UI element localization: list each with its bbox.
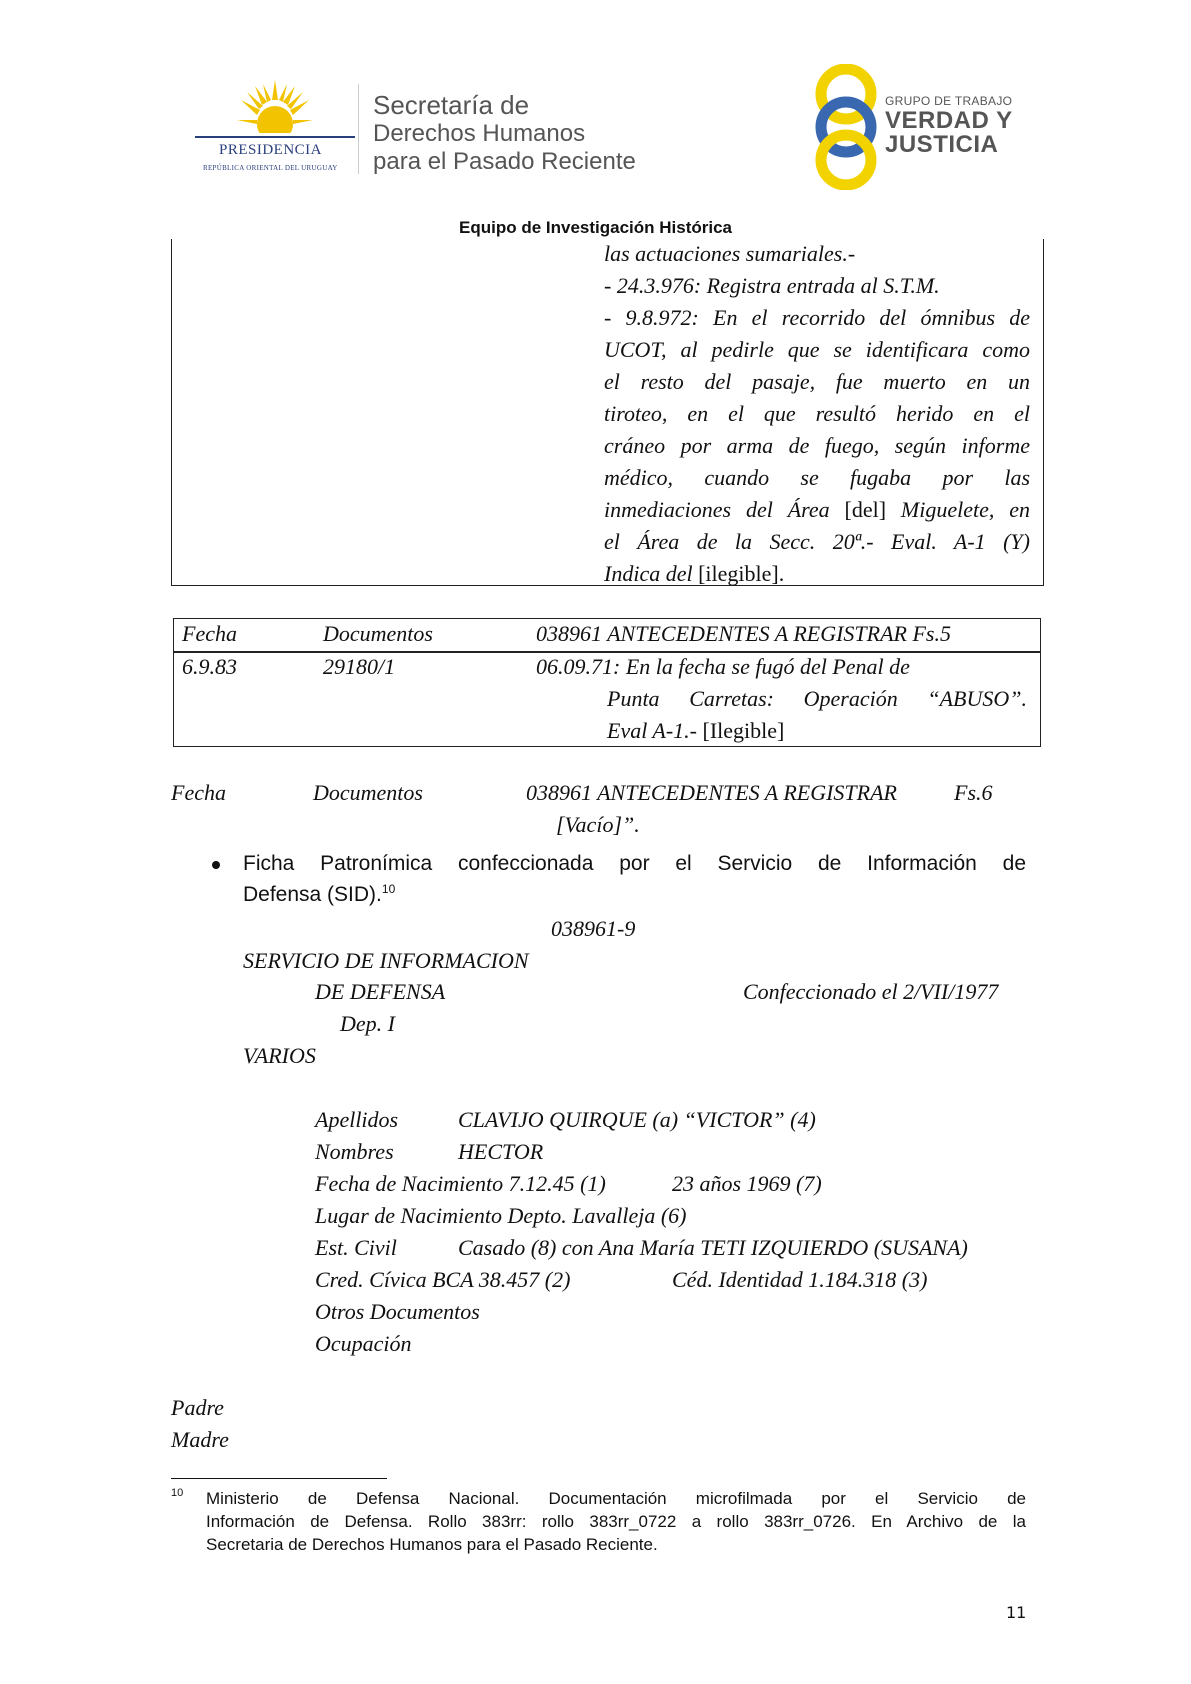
vj-line2: VERDAD Y [885,107,1013,134]
bracket-note: [del] [844,497,887,522]
ficha-otros-documentos: Otros Documentos [315,1299,480,1324]
text-line: - 9.8.972: En el recorrido del ómnibus de [604,305,1030,330]
ficha-servicio: SERVICIO DE INFORMACION [243,948,529,973]
record-box-1-text [604,238,1030,590]
presidencia-logo [195,78,355,178]
table-row [182,651,1032,747]
ficha-padre: Padre [171,1395,224,1420]
ficha-nombres-label: Nombres [315,1139,394,1164]
ficha-apellidos-label: Apellidos [315,1107,399,1132]
secretaria-line2: Derechos Humanos [373,120,586,147]
vacio-note: [Vacío]”. [556,812,640,837]
ficha-cred-civica: Cred. Cívica BCA 38.457 (2) [315,1267,571,1292]
bullet-item [243,848,1026,910]
ficha-est-civil-value: Casado (8) con Ana María TETI IZQUIERDO (SUSANA) [458,1235,968,1260]
rings-icon [810,64,882,190]
footnote-line2: Información de Defensa. Rollo 383rr: rollo 383rr_0722 a rollo 383rr_0726. En Archivo de la [206,1512,1026,1531]
text-segment: Indica del [604,561,693,586]
footnote-line3: Secretaria de Derechos Humanos para el Pasado Reciente. [206,1535,658,1554]
ficha-confeccionado: Confeccionado el 2/VII/1977 [743,979,999,1004]
text-line: el resto del pasaje, fue muerto en un [604,369,1030,394]
text-segment: inmediaciones del Área [604,497,830,522]
secretaria-line3: para el Pasado Reciente [373,148,636,175]
fecha-header: Fecha [182,621,237,646]
bullet-dot-icon [212,861,220,869]
text-line: las actuaciones sumariales.- [604,241,856,266]
row-line3 [607,715,784,747]
antecedentes-title: 038961 ANTECEDENTES A REGISTRAR Fs.5 [536,621,951,646]
republica-text: REPÚBLICA ORIENTAL DEL URUGUAY [203,164,338,172]
ficha-est-civil-label: Est. Civil [315,1235,397,1260]
fecha-header: Fecha [171,780,226,805]
secretaria-logo-text [373,90,636,176]
row-line1: 06.09.71: En la fecha se fugó del Penal de [536,654,910,679]
ficha-apellidos-value: CLAVIJO QUIRQUE (a) “VICTOR” (4) [458,1107,816,1132]
footnote-ref[interactable]: 10 [381,882,396,896]
antecedentes-title: 038961 ANTECEDENTES A REGISTRAR [526,780,897,805]
documentos-header: Documentos [323,621,433,646]
text-line: el Área de la Secc. 20ª.- Eval. A-1 (Y) [604,529,1030,554]
vj-line3: JUSTICIA [885,131,999,158]
ficha-ocupacion: Ocupación [315,1331,412,1356]
row-fecha: 6.9.83 [182,654,237,679]
bullet-line1: Ficha Patronímica confeccionada por el Servicio de Información de [243,852,1026,875]
documentos-header: Documentos [313,780,423,805]
page-number: 11 [1006,1603,1027,1622]
bracket-note: [Ilegible] [702,718,785,743]
ficha-fecha-nacimiento: Fecha de Nacimiento 7.12.45 (1) [315,1171,606,1196]
text-line: tiroteo, en el que resultó herido en el [604,401,1030,426]
ficha-defensa: DE DEFENSA [315,979,446,1004]
ficha-nombres-value: HECTOR [458,1139,544,1164]
footnote-line1: Ministerio de Defensa Nacional. Documentación microfilmada por el Servicio de [206,1489,1026,1508]
text-line [604,558,1030,590]
ficha-madre: Madre [171,1427,229,1452]
text-segment: Miguelete, en [900,497,1031,522]
eval-text: Eval A-1.- [607,718,698,743]
ficha-edad: 23 años 1969 (7) [672,1171,822,1196]
footnote [206,1487,1026,1556]
logo-divider [195,136,355,138]
bracket-note: [ilegible]. [698,561,785,586]
text-line: - 24.3.976: Registra entrada al S.T.M. [604,273,940,298]
vj-line1: GRUPO DE TRABAJO [885,94,1013,108]
ficha-dep: Dep. I [340,1011,395,1036]
sun-icon [235,78,315,140]
verdad-justicia-logo [810,64,1030,194]
bullet-text: Defensa (SID). [243,883,382,906]
footnote-number: 10 [171,1487,184,1499]
secretaria-line1: Secretaría de [373,90,530,120]
header-divider [358,84,359,174]
text-line: médico, cuando se fugaba por las [604,465,1030,490]
presidencia-text: PRESIDENCIA [219,142,323,158]
ficha-lugar-nacimiento: Lugar de Nacimiento Depto. Lavalleja (6) [315,1203,687,1228]
ficha-varios: VARIOS [243,1043,316,1068]
row-line2: Punta Carretas: Operación “ABUSO”. [607,686,1027,711]
text-line: UCOT, al pedirle que se identificara como [604,337,1030,362]
row-documento: 29180/1 [323,654,396,679]
text-line: cráneo por arma de fuego, según informe [604,433,1030,458]
ficha-number: 038961-9 [551,916,636,941]
footnote-separator [171,1478,387,1479]
folio: Fs.6 [954,780,993,805]
ficha-ced-identidad: Céd. Identidad 1.184.318 (3) [672,1267,928,1292]
bullet-line2 [243,879,1026,910]
text-line [604,494,1030,526]
team-title: Equipo de Investigación Histórica [459,218,732,237]
